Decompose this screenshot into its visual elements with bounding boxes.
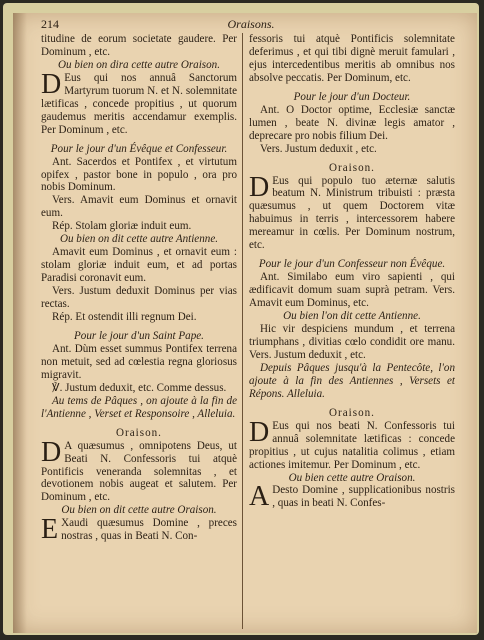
paragraph-text: Oraison.: [329, 406, 375, 419]
section-heading: [41, 427, 237, 440]
paragraph-text: Oraison.: [329, 161, 375, 174]
paragraph-text: Xaudi quæsumus Domine , preces nostras , quas in Beati N. Con-: [61, 517, 237, 543]
liturgy-line: [41, 285, 237, 311]
paragraph-text: Vers. Amavit eum Dominus et ornavit eum.: [41, 194, 237, 220]
left-column: [41, 33, 237, 629]
paragraph-text: Desto Domine , supplicationibus nostris , quas in beati N. Confes-: [272, 484, 455, 510]
liturgy-line: [41, 343, 237, 382]
paragraph-text: titudine de eorum societate gaudere. Per Dominum , etc.: [41, 33, 237, 58]
section-heading: [249, 162, 455, 175]
paragraph-text: ℣. Justum deduxit, etc. Comme dessus.: [52, 381, 227, 394]
rubric-title: [41, 143, 237, 156]
text-paragraph: [41, 33, 237, 59]
liturgy-line: [41, 194, 237, 220]
paragraph-text: Hic vir despiciens mundum , et terrena triumphans , divitias cœlo condidit ore manu. Vers. Justum deduxit , etc.: [249, 323, 455, 361]
rubric-title: [249, 258, 455, 271]
prayer-paragraph: [249, 481, 455, 513]
rubric-title: [249, 310, 455, 323]
liturgy-line: [249, 104, 455, 143]
liturgy-line: [249, 271, 455, 310]
liturgy-line: [41, 246, 237, 285]
paragraph-text: Pour le jour d'un Évêque et Confesseur.: [50, 142, 228, 155]
rubric-title: [41, 504, 237, 517]
paragraph-text: Eus qui nos beati N. Confessoris tui annuâ solemnitate lætificas : concede propitius , ut cujus natalitia colimus , etiam actiones imitemur. Per Dominum , etc.: [249, 419, 455, 471]
liturgy-line: [41, 382, 237, 395]
drop-cap-initial: E: [41, 514, 59, 546]
paragraph-text: Oraison.: [116, 426, 162, 439]
rubric-title: [249, 91, 455, 104]
rubric-note: [41, 395, 237, 421]
text-paragraph: [249, 33, 455, 85]
paragraph-text: Ou bien on dira cette autre Oraison.: [58, 58, 220, 71]
rubric-title: [41, 330, 237, 343]
liturgy-line: [249, 323, 455, 362]
paragraph-text: Rép. Stolam gloriæ induit eum.: [52, 220, 192, 233]
prayer-paragraph: [41, 68, 237, 137]
section-heading: [249, 407, 455, 420]
liturgy-line: [249, 143, 455, 156]
drop-cap-initial: D: [41, 436, 62, 468]
column-rule: [242, 33, 243, 629]
rubric-title: [41, 233, 237, 246]
drop-cap-initial: D: [41, 68, 62, 100]
prayer-paragraph: [249, 171, 455, 253]
drop-cap-initial: D: [249, 171, 270, 203]
page-number: 214: [41, 17, 59, 31]
paragraph-text: Ou bien on dit cette autre Antienne.: [59, 233, 219, 246]
liturgy-line: [41, 220, 237, 233]
paragraph-text: Pour le jour d'un Saint Pape.: [74, 329, 204, 342]
paragraph-text: Ou bien cette autre Oraison.: [288, 471, 416, 484]
rubric-title: [249, 472, 455, 485]
paragraph-text: A quæsumus , omnipotens Deus, ut Beati N. Confessoris tui atquè Pontificis veneranda solemnitas , et devotionem nobis augeat et salutem. Per Dominum , etc.: [41, 439, 237, 504]
paragraph-text: Eus qui populo tuo æternæ salutis beatum N. Ministrum tribuisti : præsta quæsumus , ut quem Doctorem vitæ habuimus in terris , intercessorem habere mereamur in cœlis. Per Dominum nostrum, etc.: [249, 174, 455, 252]
paragraph-text: Ou bien l'on dit cette Antienne.: [283, 310, 421, 323]
paragraph-text: Ant. Similabo eum viro sapienti , qui ædificavit domum suam suprà petram. Vers. Amavit eum Dominus, etc.: [249, 271, 455, 310]
prayer-paragraph: [249, 416, 455, 472]
book-page: [13, 13, 477, 633]
paragraph-text: Vers. Justum deduxit Dominus per vias rectas.: [41, 285, 237, 311]
book-frame: [3, 3, 479, 635]
paragraph-text: Au tems de Pâques , on ajoute à la fin de l'Antienne , Verset et Responsoire , Alleluia.: [41, 394, 237, 420]
page-header: [41, 17, 461, 33]
prayer-paragraph: [41, 514, 237, 546]
paragraph-text: Pour le jour d'un Confesseur non Évêque.: [258, 258, 446, 271]
paragraph-text: Amavit eum Dominus , et ornavit eum : stolam gloriæ induit eum, et ad portas Paradisi coronavit eum.: [41, 246, 237, 285]
rubric-title: [41, 59, 237, 72]
paragraph-text: Eus qui nos annuâ Sanctorum Martyrum tuorum N. et N. solemnitate lætificas , concede propitius , ut quorum gaudemus meritis accendamur exemplis. Per Dominum , etc.: [41, 71, 237, 136]
paragraph-text: Ant. Dùm esset summus Pontifex terrena non metuit, sed ad cœlestia regna gloriosus migravit.: [41, 342, 237, 381]
right-column: [249, 33, 455, 629]
prayer-paragraph: [41, 436, 237, 505]
paragraph-text: Ou bien on dit cette autre Oraison.: [61, 504, 217, 517]
rubric-note: [249, 362, 455, 401]
paragraph-text: Vers. Justum deduxit , etc.: [260, 142, 377, 155]
paragraph-text: Rép. Et ostendit illi regnum Dei.: [52, 311, 197, 324]
paragraph-text: Ant. Sacerdos et Pontifex , et virtutum opifex , pastor bone in populo , ora pro nobis Dominum.: [41, 155, 237, 194]
liturgy-line: [41, 311, 237, 324]
paragraph-text: fessoris tui atquè Pontificis solemnitate deferimus , et qui tibi dignè meruit famulari , ejus intercedentibus meritis ab omnibus nos absolve peccatis. Per Dominum, etc.: [249, 33, 455, 84]
drop-cap-initial: A: [249, 481, 270, 513]
paragraph-text: Ant. O Doctor optime, Ecclesiæ sanctæ lumen , beate N. divinæ legis amator , deprecare pro nobis filium Dei.: [249, 103, 455, 142]
liturgy-line: [41, 156, 237, 195]
running-title: Oraisons.: [227, 17, 275, 31]
paragraph-text: Depuis Pâques jusqu'à la Pentecôte, l'on ajoute à la fin des Antiennes , Versets et Répons. Alleluia.: [249, 361, 455, 400]
gutter-shadow: [13, 13, 27, 633]
drop-cap-initial: D: [249, 416, 270, 448]
paragraph-text: Pour le jour d'un Docteur.: [293, 90, 411, 103]
